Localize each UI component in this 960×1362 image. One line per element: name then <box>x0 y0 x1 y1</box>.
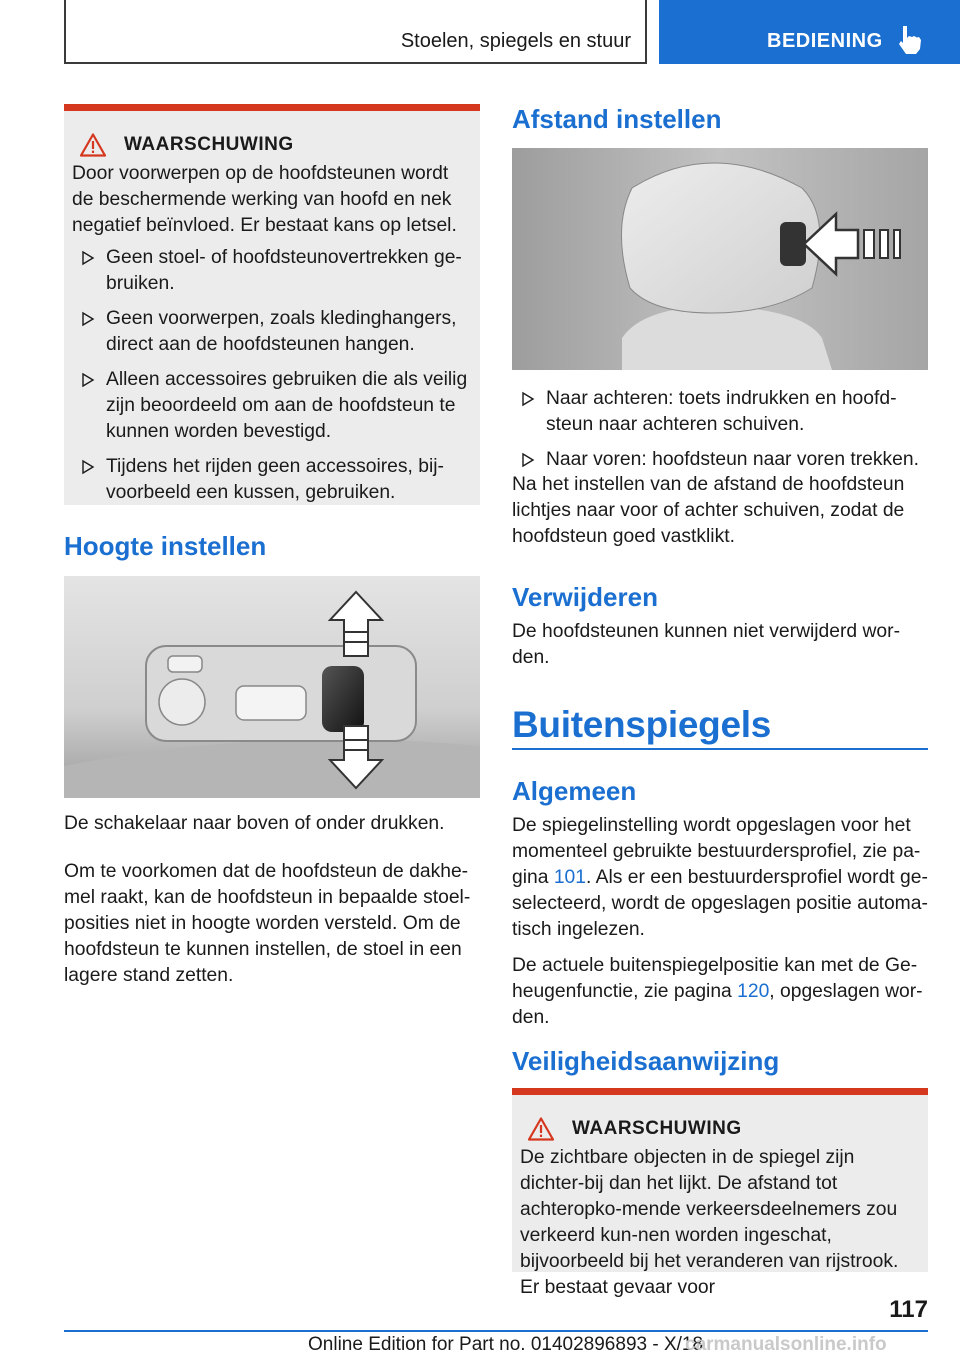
footer-watermark: carmanualsonline.info <box>685 1334 887 1355</box>
paragraph-general-1: De spiegelinstelling wordt opgeslagen voor het momenteel gebruikte bestuurdersprofiel, zie pa-gina 101. Als er een bestuurdersprofiel wordt ge-selecteerd, wordt de opgeslagen positie automa-tisch ingelezen. <box>512 815 928 940</box>
list-item: Geen voorwerpen, zoals kledinghangers, direct aan de hoofdsteunen hangen. <box>72 306 470 358</box>
list-item: Naar achteren: toets indrukken en hoofd-steun naar achteren schuiven. <box>512 386 928 438</box>
triangle-bullet-icon <box>522 453 534 467</box>
list-item: Tijdens het rijden geen accessoires, bij-voorbeeld een kussen, gebruiken. <box>72 454 470 506</box>
header-chapter-tab[interactable] <box>659 0 960 64</box>
warning-title <box>80 133 470 157</box>
paragraph: Om te voorkomen dat de hoofdsteun de dakhe-mel raakt, kan de hoofdsteun in bepaalde stoel-posities niet in hoogte worden versteld. Om de hoofdsteun te kunnen instellen, de stoel in een lagere stand zetten. <box>64 861 471 986</box>
warning-triangle-icon <box>528 1117 554 1141</box>
triangle-bullet-icon <box>82 251 94 265</box>
heading-remove: Verwijderen <box>512 582 658 612</box>
page-link[interactable]: 101 <box>553 867 586 888</box>
heading-distance-adjust: Afstand instellen <box>512 104 722 134</box>
hand-pointer-icon <box>897 24 923 54</box>
list-item: Geen stoel- of hoofdsteunovertrekken ge-bruiken. <box>72 245 470 297</box>
warning-triangle-icon <box>80 133 106 157</box>
triangle-bullet-icon <box>82 373 94 387</box>
footer-rule <box>64 1330 928 1332</box>
warning-list <box>72 245 470 506</box>
header-chapter-label: BEDIENING <box>767 30 883 52</box>
heading-safety: Veiligheidsaanwijzing <box>512 1046 780 1076</box>
warning-title-label: WAARSCHUWING <box>124 134 294 155</box>
page-link[interactable]: 120 <box>737 981 770 1002</box>
heading-general: Algemeen <box>512 776 637 806</box>
header-section-box <box>64 0 647 64</box>
header-section-title: Stoelen, spiegels en stuur <box>400 30 631 52</box>
warning-title <box>528 1117 918 1141</box>
paragraph: Na het instellen van de afstand de hoofdsteun lichtjes naar voor of achter schuiven, zodat de hoofdsteun goed vastklikt. <box>512 474 905 547</box>
triangle-bullet-icon <box>82 460 94 474</box>
page-number: 117 <box>889 1296 928 1323</box>
heading-rule <box>512 748 928 750</box>
list-item: Alleen accessoires gebruiken die als veilig zijn beoordeeld om aan de hoofdsteun te kunnen worden bevestigd. <box>72 367 470 445</box>
list-item: Naar voren: hoofdsteun naar voren trekken. <box>512 447 928 473</box>
triangle-bullet-icon <box>82 312 94 326</box>
paragraph: De schakelaar naar boven of onder drukken. <box>64 813 445 834</box>
heading-height-adjust: Hoogte instellen <box>64 531 267 561</box>
headrest-photo <box>512 148 928 370</box>
heading-exterior-mirrors: Buitenspiegels <box>512 704 771 745</box>
warning-box-headrest <box>64 104 480 505</box>
warning-text: Door voorwerpen op de hoofdsteunen wordt de beschermende werking van hoofd en nek negatief beïnvloed. Er bestaat kans op letsel. <box>72 163 457 236</box>
warning-text: De zichtbare objecten in de spiegel zijn dichter-bij dan het lijkt. De afstand tot achteropko-mende verkeersdeelnemers zou verkeerd kun-nen worden ingeschat, bijvoorbeeld bij het veranderen van rijstrook. Er bestaat gevaar voor <box>520 1147 899 1298</box>
paragraph-general-2: De actuele buitenspiegelpositie kan met de Ge-heugenfunctie, zie pagina 120, opgeslagen wor-den. <box>512 955 923 1028</box>
distance-list <box>512 386 928 482</box>
warning-title-label: WAARSCHUWING <box>572 1118 742 1139</box>
warning-box-mirror <box>512 1088 928 1298</box>
footer-edition: Online Edition for Part no. 01402896893 - X/18 <box>308 1334 704 1355</box>
paragraph: De hoofdsteunen kunnen niet verwijderd wor-den. <box>512 621 900 668</box>
seat-switch-photo <box>64 576 480 798</box>
triangle-bullet-icon <box>522 392 534 406</box>
